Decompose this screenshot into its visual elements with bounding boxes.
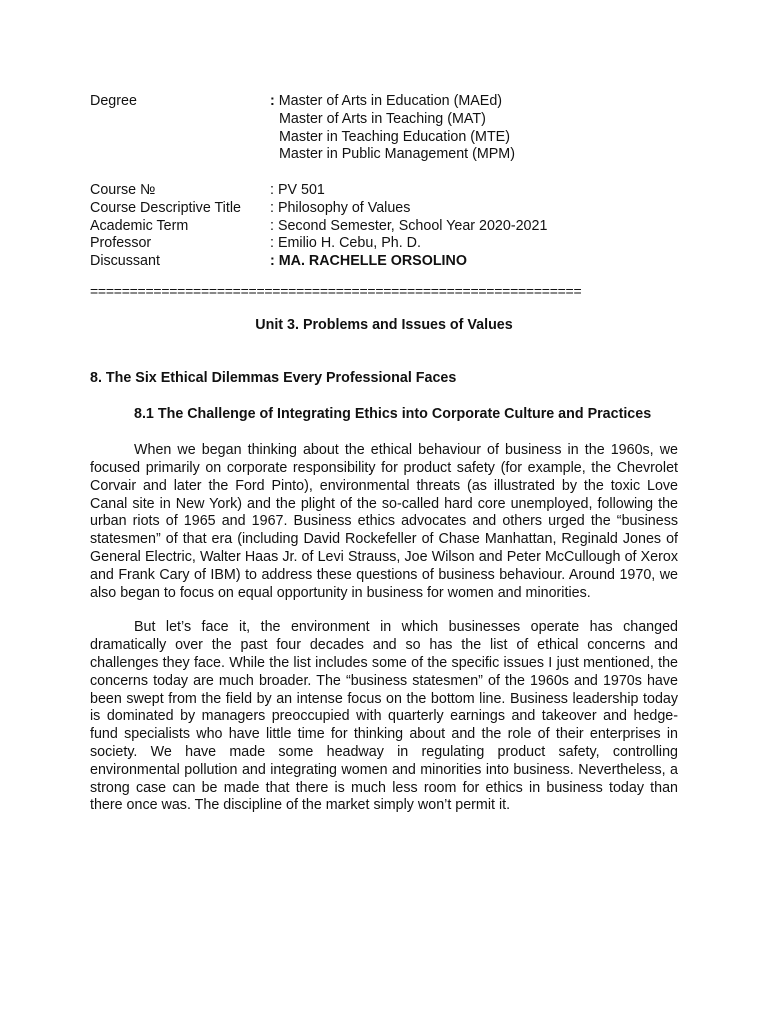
course-title-label: Course Descriptive Title [90,199,241,216]
course-title-row [90,200,678,218]
professor-label: Professor [90,235,152,252]
discussant-value: : MA. RACHELLE ORSOLINO [270,253,467,270]
unit-title: Unit 3. Problems and Issues of Values [255,316,513,333]
course-title-value: : Philosophy of Values [270,199,411,216]
subsection-title: 8.1 The Challenge of Integrating Ethics into Corporate Culture and Practices [134,406,652,423]
divider-line: ============================================================== [90,282,582,299]
degree-label: Degree [90,93,137,109]
degree-value-2: Master of Arts in Teaching (MAT) [279,110,486,127]
academic-term-label: Academic Term [90,217,189,234]
body-paragraph-1: When we began thinking about the ethical behaviour of business in the 1960s, we focused primarily on corporate responsibility for product safety (for example, the Chevrolet Corvair and later the Ford Pinto), environmental threats (as illustrated by the toxic Love Canal site in New York) and the plight of the so-called hard core unemployed, following the urban riots of 1965 and 1967. Business ethics advocates and others urged the “business statesmen” of that era (including David Rockefeller of Chase Manhattan, Reginald Jones of General Electric, Walter Haas Jr. of Levi Strauss, Joe Wilson and Peter McCullough of Xerox and Frank Cary of IBM) to address these questions of business behaviour. Around 1970, we also began to focus on equal opportunity in business for women and minorities. [90,442,678,601]
body-paragraph-2: But let’s face it, the environment in which businesses operate has changed dramatically over the past four decades and so has the list of ethical concerns and challenges they face. While the list includes some of the specific issues I just mentioned, the concerns today are much broader. The “business statesmen” of the 1960s and 1970s have been swept from the field by an intense focus on the bottom line. Business leadership today is dominated by managers preoccupied with quarterly earnings and takeover and hedge-fund specialists who have little time for thinking about and the role of their enterprises in society. We have made some headway in regulating product safety, controlling environmental pollution and integrating women and minorities into business. Nevertheless, a strong case can be made that there is much less room for ethics in business today than there once was. The discipline of the market simply won’t permit it. [90,619,678,814]
academic-term-value: : Second Semester, School Year 2020-2021 [270,217,548,234]
professor-value: : Emilio H. Cebu, Ph. D. [270,235,421,252]
degree-values [270,93,515,164]
degree-colon: : [270,93,275,109]
course-no-value: : PV 501 [270,181,325,198]
course-no-label: Course № [90,181,156,198]
section-title: 8. The Six Ethical Dilemmas Every Professional Faces [90,369,457,386]
discussant-row [90,253,678,271]
document-page [90,93,678,815]
degree-value-3: Master in Teaching Education (MTE) [279,128,510,145]
academic-term-row [90,218,678,236]
discussant-label: Discussant [90,253,160,270]
course-no-row [90,182,678,200]
degree-row [90,93,678,164]
professor-row [90,235,678,253]
degree-value-1: : Master of Arts in Education (MAEd) [270,93,503,109]
degree-value-4: Master in Public Management (MPM) [279,146,515,163]
